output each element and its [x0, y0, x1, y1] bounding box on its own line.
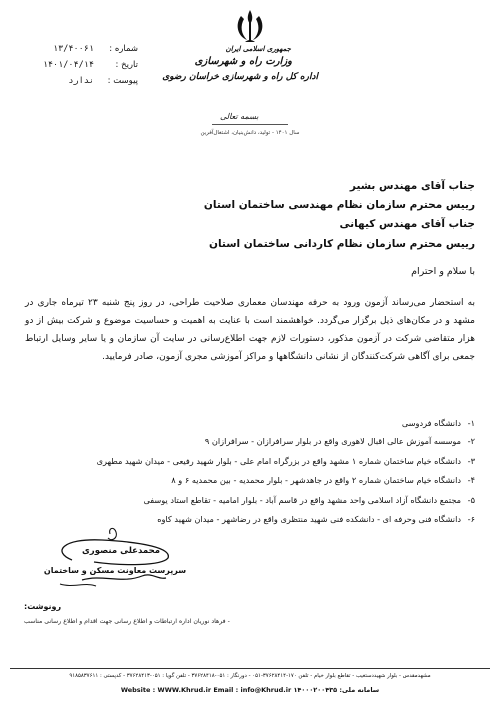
footer-web-contact: Website : WWW.Khrud.ir Email : info@Khrud.ir سامانه ملی: ۱۴۰۰۰۲۰۰۴۳۵ [120, 686, 380, 694]
location-number: ۵- [467, 495, 475, 505]
location-text: دانشگاه خیام ساختمان شماره ۲ واقع در جاهدشهر - بلوار محمدیه - بین محمدیه ۶ و ۸ [171, 475, 461, 485]
location-item [15, 418, 475, 436]
location-number: ۳- [467, 456, 475, 466]
location-item [15, 475, 475, 493]
addressee-1: جناب آقای مهندس بشیر [349, 180, 475, 192]
location-number: ۲- [467, 436, 475, 446]
location-text: موسسه آموزش عالی اقبال لاهوری واقع در بلوار سرافرازان - سرافرازان ۹ [204, 436, 461, 446]
location-number: ۴- [467, 475, 475, 485]
attachment-label: پیوست : [107, 76, 138, 86]
addressee-2: رییس محترم سازمان نظام مهندسی ساختمان استان [203, 199, 475, 211]
location-number: ۶- [467, 514, 475, 524]
location-text: مجتمع دانشگاه آزاد اسلامی واحد مشهد واقع در قاسم آباد - بلوار امامیه - تقاطع استاد یوسفی [143, 495, 461, 505]
header-divider [212, 124, 288, 125]
letter-number-row [18, 44, 138, 58]
letter-body: به استحضار می‌رساند آزمون ورود به حرفه مهندسان معماری صلاحیت طراحی، در روز پنج شنبه ۲۳ تیرماه جاری در مشهد و در مکان‌های ذیل برگزار می‌گردد. خواهشمند است با عنایت به اهمیت و حساسیت موضوع و شرکت بیش از دو هزار متقاضی شرکت در آزمون مذکور، دستورات لازم جهت اطلاع‌رسانی در سایت آن سازمان و یا سایر وسایل ارتباط جمعی برای آگاهی شرکت‌کنندگان از نشانی دانشگاهها و مراکز آموزشی مجری آزمون، صادر فرمایید. [25, 298, 475, 362]
letter-date-row [18, 60, 138, 74]
addressee-4: رییس محترم سازمان نظام کاردانی ساختمان استان [209, 238, 475, 250]
letter-number-label: شماره : [109, 44, 138, 54]
letter-date-value: ۱۴۰۱/۰۴/۱۴ [42, 60, 94, 70]
location-item [15, 456, 475, 474]
org-line-country: جمهوری اسلامی ایران [225, 44, 291, 53]
location-text: دانشگاه خیام ساختمان شماره ۱ مشهد واقع در بزرگراه امام علی - بلوار شهید رفیعی - میدان شهید مطهری [96, 456, 461, 466]
org-line-ministry: وزارت راه و شهرسازی [194, 56, 292, 67]
location-text: دانشگاه فنی وحرفه ای - دانشکده فنی شهید منتظری واقع در رضاشهر - میدان شهید کاوه [157, 514, 461, 524]
letter-date-label: تاریخ : [115, 60, 138, 70]
org-line-department: اداره کل راه و شهرسازی خراسان رضوی [162, 72, 318, 82]
location-item [15, 495, 475, 513]
iran-emblem-icon [233, 8, 267, 46]
greeting: با سلام و احترام [411, 266, 475, 277]
handwritten-signature [42, 522, 192, 594]
besm-heading: بسمه تعالی [220, 112, 259, 121]
location-item [15, 436, 475, 454]
attachment-value: ندارد [68, 76, 94, 86]
location-text: دانشگاه فردوسی [401, 418, 461, 428]
addressee-3: جناب آقای مهندس کیهانی [339, 218, 475, 230]
footer-divider [10, 668, 490, 669]
signer-name: محمدعلی منصوری [82, 546, 160, 556]
location-number: ۱- [467, 418, 475, 428]
attachment-row [18, 76, 138, 90]
letter-number-value: ۱۳/۴۰۰۶۱ [53, 44, 94, 54]
cc-label: رونوشت: [24, 602, 62, 611]
signer-title: سرپرست معاونت مسکن و ساختمان [43, 566, 187, 575]
footer-address: مشهدمقدس - بلوار شهیددستغیب - تقاطع بلوار خیام - تلفن ۱۷۰-۳۷۶۲۸۴۱۴-۰۵۱ - دورنگار : ۰۵۱-۳۷۶۲۸۴۱۸ - تلفن گویا : ۰۵۱-۳۷۶۲۸۴۱۳ - کدپستی : ۹۱۸۵۸۳۷۶۱۱ [69, 673, 431, 679]
cc-text: - فرهاد نوریان اداره ارتباطات و اطلاع رسانی جهت اقدام و اطلاع رسانی مناسب [24, 618, 230, 625]
year-slogan: سال ۱۴۰۱ - تولید، دانش‌بنیان، اشتغال‌آفرین [200, 130, 300, 136]
